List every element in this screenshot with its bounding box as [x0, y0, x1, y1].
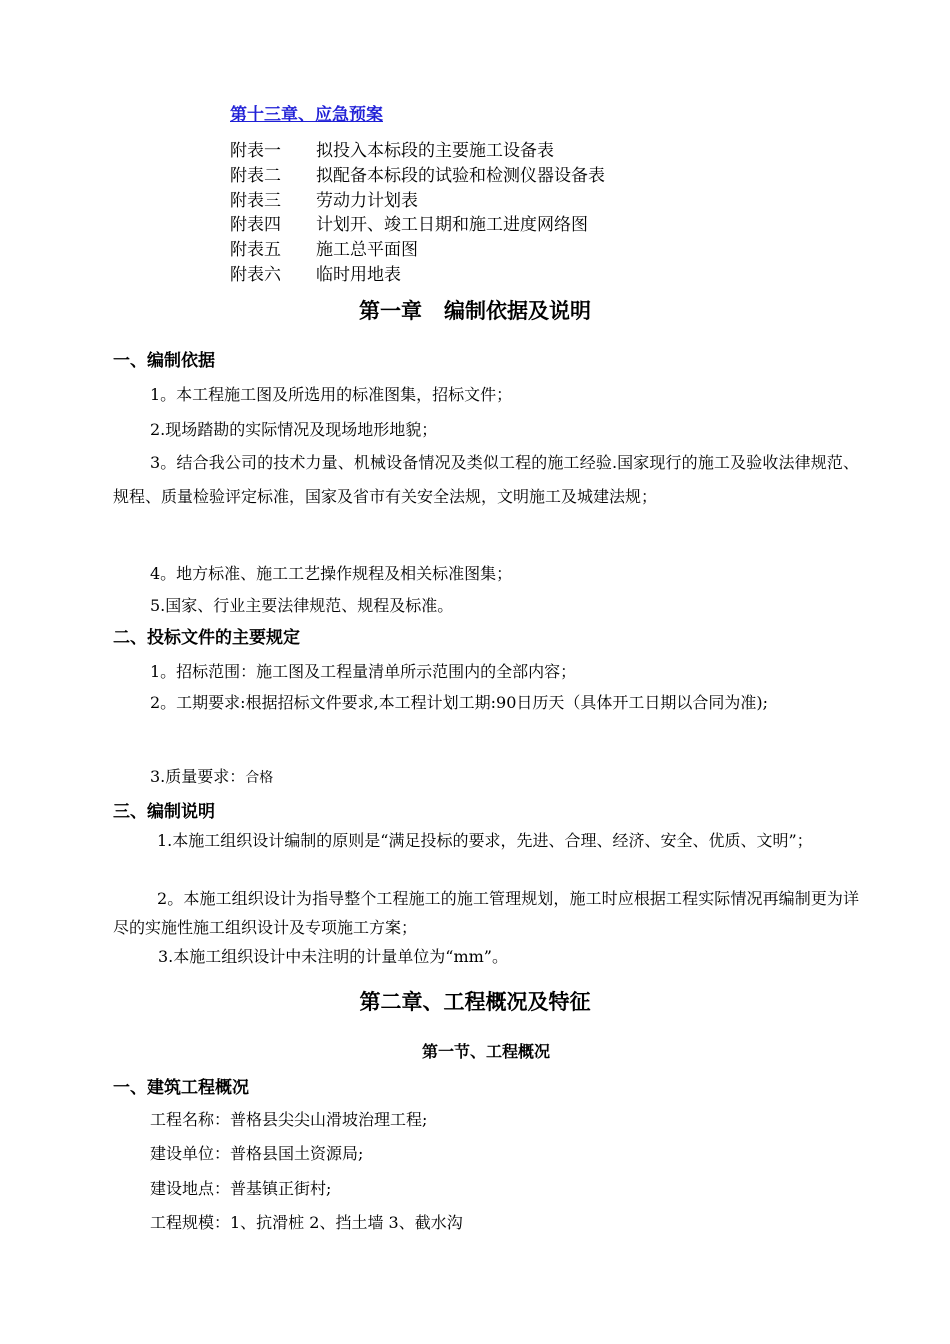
appendix-row	[230, 260, 401, 285]
appendix-label: 附表三	[230, 191, 281, 211]
appendix-row	[230, 210, 588, 235]
project-name: 工程名称：普格县尖尖山滑坡治理工程;	[150, 1110, 428, 1129]
appendix-title: 施工总平面图	[316, 240, 418, 260]
note-item-2: 2。本施工组织设计为指导整个工程施工的施工管理规划，施工时应根据工程实际情况再编制更为详尽的实施性施工组织设计及专项施工方案；	[113, 889, 859, 937]
basis-item-2: 2.现场踏勘的实际情况及现场地形地貌；	[150, 420, 438, 439]
note-item-1: 1.本施工组织设计编制的原则是“满足投标的要求，先进、合理、经济、安全、优质、文明”；	[157, 831, 813, 850]
section-heading-notes: 三、编制说明	[113, 802, 215, 822]
appendix-label: 附表二	[230, 166, 281, 186]
note-item-3: 3.本施工组织设计中未注明的计量单位为“mm”。	[158, 947, 508, 966]
appendix-title: 劳动力计划表	[316, 191, 418, 211]
chapter1-title: 第一章 编制依据及说明	[359, 299, 591, 323]
quality-value: 合格	[245, 770, 274, 786]
appendix-row	[230, 186, 418, 211]
quality-label: 3.质量要求：	[150, 767, 246, 786]
quality-requirement	[150, 764, 273, 787]
chapter2-title: 第二章、工程概况及特征	[359, 990, 591, 1014]
toc-link-chapter13[interactable]: 第十三章、应急预案	[230, 105, 383, 125]
appendix-row	[230, 136, 554, 161]
appendix-label: 附表一	[230, 141, 281, 161]
section-heading-overview: 一、建筑工程概况	[113, 1078, 249, 1098]
basis-item-1: 1。本工程施工图及所选用的标准图集，招标文件；	[150, 385, 513, 404]
appendix-title: 临时用地表	[316, 265, 401, 285]
appendix-row	[230, 161, 605, 186]
basis-item-5: 5.国家、行业主要法律规范、规程及标准。	[150, 596, 454, 615]
appendix-title: 拟配备本标段的试验和检测仪器设备表	[316, 166, 605, 186]
appendix-row	[230, 235, 418, 260]
section-title: 第一节、工程概况	[421, 1042, 550, 1061]
appendix-label: 附表五	[230, 240, 281, 260]
appendix-title: 拟投入本标段的主要施工设备表	[316, 141, 554, 161]
bid-rule-1: 1。招标范围：施工图及工程量清单所示范围内的全部内容；	[150, 662, 577, 681]
appendix-label: 附表四	[230, 215, 281, 235]
basis-item-3: 3。结合我公司的技术力量、机械设备情况及类似工程的施工经验.国家现行的施工及验收法律规范、规程、质量检验评定标准，国家及省市有关安全法规，文明施工及城建法规；	[113, 453, 859, 506]
section-heading-basis: 一、编制依据	[113, 351, 215, 371]
appendix-label: 附表六	[230, 265, 281, 285]
project-scale: 工程规模：1、抗滑桩 2、挡土墙 3、截水沟	[150, 1213, 463, 1232]
bid-rule-2: 2。工期要求:根据招标文件要求,本工程计划工期:90日历天（具体开工日期以合同为准);	[150, 693, 769, 712]
basis-item-4: 4。地方标准、施工工艺操作规程及相关标准图集；	[150, 564, 513, 583]
client-unit: 建设单位：普格县国土资源局;	[150, 1144, 364, 1163]
project-location: 建设地点：普基镇正街村;	[150, 1179, 332, 1198]
section-heading-bid-rules: 二、投标文件的主要规定	[113, 628, 300, 648]
appendix-title: 计划开、竣工日期和施工进度网络图	[316, 215, 588, 235]
